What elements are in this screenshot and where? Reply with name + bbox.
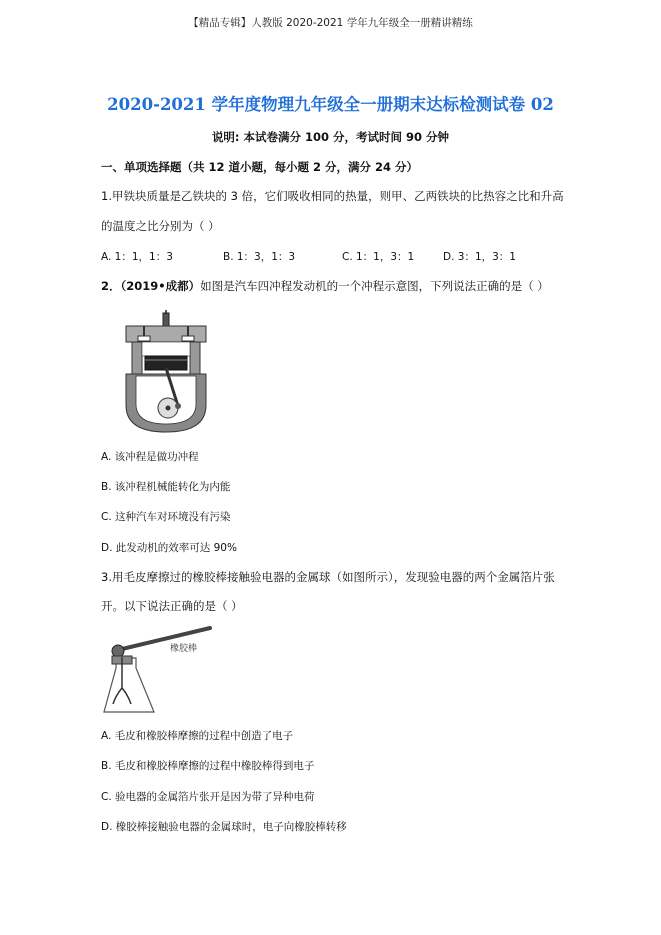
q3-option-c[interactable]: C. 验电器的金属箔片张开是因为带了异种电荷 (101, 791, 315, 803)
electroscope-diagram (98, 620, 218, 720)
q2-stem (101, 278, 549, 294)
q1-stem-line2: 的温度之比分别为（ ） (101, 219, 220, 233)
q3-stem-line2: 开。以下说法正确的是（ ） (101, 599, 243, 613)
page-header: 【精品专辑】人教版 2020-2021 学年九年级全一册精讲精练 (188, 17, 473, 29)
q1-stem-line1: 1.甲铁块质量是乙铁块的 3 倍，它们吸收相同的热量，则甲、乙两铁块的比热容之比和升高 (101, 189, 564, 203)
q2-option-c[interactable]: C. 这种汽车对环境没有污染 (101, 511, 231, 523)
q3-option-a[interactable]: A. 毛皮和橡胶棒摩擦的过程中创造了电子 (101, 730, 294, 742)
q2-option-d[interactable]: D. 此发动机的效率可达 90% (101, 542, 237, 554)
exam-title: 2020-2021 学年度物理九年级全一册期末达标检测试卷 02 (107, 95, 554, 114)
section-heading: 一、单项选择题（共 12 道小题，每小题 2 分，满分 24 分） (101, 160, 419, 174)
q1-option-b[interactable]: B. 1：3，1：3 (223, 251, 296, 263)
exam-instructions: 说明: 本试卷满分 100 分，考试时间 90 分钟 (211, 130, 450, 144)
rubber-rod-label: 橡胶棒 (170, 644, 198, 654)
q2-text: 如图是汽车四冲程发动机的一个冲程示意图，下列说法正确的是（ ） (200, 279, 549, 293)
q3-stem-line1: 3.用毛皮摩擦过的橡胶棒接触验电器的金属球（如图所示），发现验电器的两个金属箔片张 (101, 570, 555, 584)
q3-option-d[interactable]: D. 橡胶棒接触验电器的金属球时，电子向橡胶棒转移 (101, 821, 347, 833)
q1-option-a[interactable]: A. 1：1，1：3 (101, 251, 173, 263)
engine-stroke-diagram (118, 310, 213, 435)
q2-source: （2019•成都） (120, 279, 201, 293)
q2-option-a[interactable]: A. 该冲程是做功冲程 (101, 451, 199, 463)
q1-option-c[interactable]: C. 1：1，3：1 (342, 251, 415, 263)
q1-option-d[interactable]: D. 3：1，3：1 (443, 251, 516, 263)
q2-number: 2． (101, 279, 121, 293)
q3-option-b[interactable]: B. 毛皮和橡胶棒摩擦的过程中橡胶棒得到电子 (101, 760, 315, 772)
q2-option-b[interactable]: B. 该冲程机械能转化为内能 (101, 481, 231, 493)
